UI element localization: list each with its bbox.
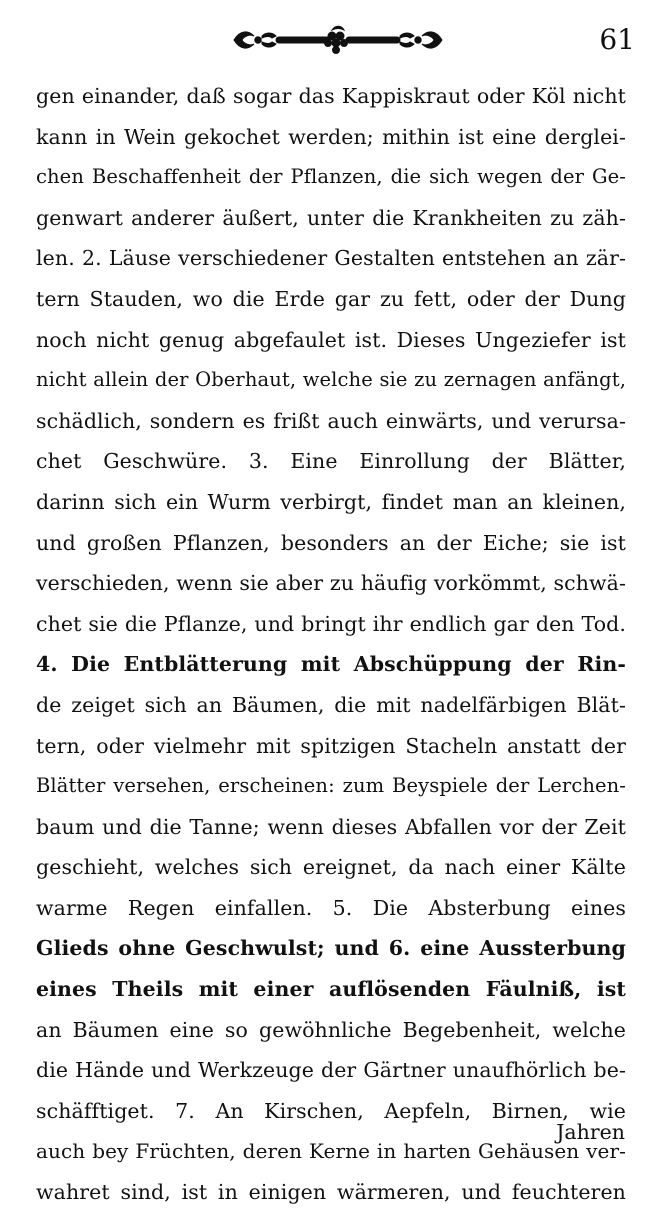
text-line: wahret sind, ist in einigen wärmeren, und feuchteren <box>36 1180 626 1205</box>
text-line: und großen Pflanzen, besonders an der Eiche; sie ist <box>36 530 626 555</box>
text-line: verschieden, wenn sie aber zu häufig vorkömmt, schwä- <box>36 571 626 596</box>
text-line: Glieds ohne Geschwulst; und 6. eine Aussterbung <box>36 936 626 961</box>
text-line: tern, oder vielmehr mit spitzigen Stacheln anstatt der <box>36 733 626 758</box>
text-line: an Bäumen eine so gewöhnliche Begebenheit, welche <box>36 1017 626 1042</box>
text-line: warme Regen einfallen. 5. Die Absterbung eines <box>36 895 626 920</box>
text-line: genwart anderer äußert, unter die Krankheiten zu zäh- <box>36 205 626 230</box>
text-line: eines Theils mit einer auflösenden Fäulniß, ist <box>36 977 626 1002</box>
body-text <box>36 76 626 1213</box>
text-line: chet sie die Pflanze, und bringt ihr endlich gar den Tod. <box>36 611 626 636</box>
text-line: schäfftiget. 7. An Kirschen, Aepfeln, Birnen, wie <box>36 1098 626 1123</box>
text-line: 4. Die Entblätterung mit Abschüppung der Rin- <box>36 652 626 677</box>
text-line: die Hände und Werkzeuge der Gärtner unaufhörlich be- <box>36 1058 626 1083</box>
text-line: chen Beschaffenheit der Pflanzen, die sich wegen der Ge- <box>36 165 626 189</box>
text-line: schädlich, sondern es frißt auch einwärts, und verursa- <box>36 408 626 433</box>
text-line: len. 2. Läuse verschiedener Gestalten entstehen an zär- <box>36 246 626 271</box>
text-line: gen einander, daß sogar das Kappiskraut oder Köl nicht <box>36 84 626 108</box>
text-line: de zeiget sich an Bäumen, die mit nadelfärbigen Blät- <box>36 692 626 717</box>
text-line: kann in Wein gekochet werden; mithin ist eine derglei- <box>36 124 626 149</box>
text-line: geschieht, welches sich ereignet, da nach einer Kälte <box>36 855 626 880</box>
text-line: auch bey Früchten, deren Kerne in harten Gehäusen ver- <box>36 1139 626 1164</box>
text-line: darinn sich ein Wurm verbirgt, findet man an kleinen, <box>36 489 626 514</box>
page-number: 61 <box>599 23 635 56</box>
catchword: Jahren <box>556 1120 625 1144</box>
text-line: chet Geschwüre. 3. Eine Einrollung der Blätter, <box>36 449 626 474</box>
text-line: Blätter versehen, erscheinen: zum Beyspiele der Lerchen- <box>36 774 626 798</box>
text-line: baum und die Tanne; wenn dieses Abfallen vor der Zeit <box>36 814 626 839</box>
text-line: tern Stauden, wo die Erde gar zu fett, oder der Dung <box>36 286 626 311</box>
fleuron-ornament-icon <box>232 22 444 58</box>
text-line: noch nicht genug abgefaulet ist. Dieses Ungeziefer ist <box>36 327 626 352</box>
text-line: nicht allein der Oberhaut, welche sie zu zernagen anfängt, <box>36 368 626 392</box>
